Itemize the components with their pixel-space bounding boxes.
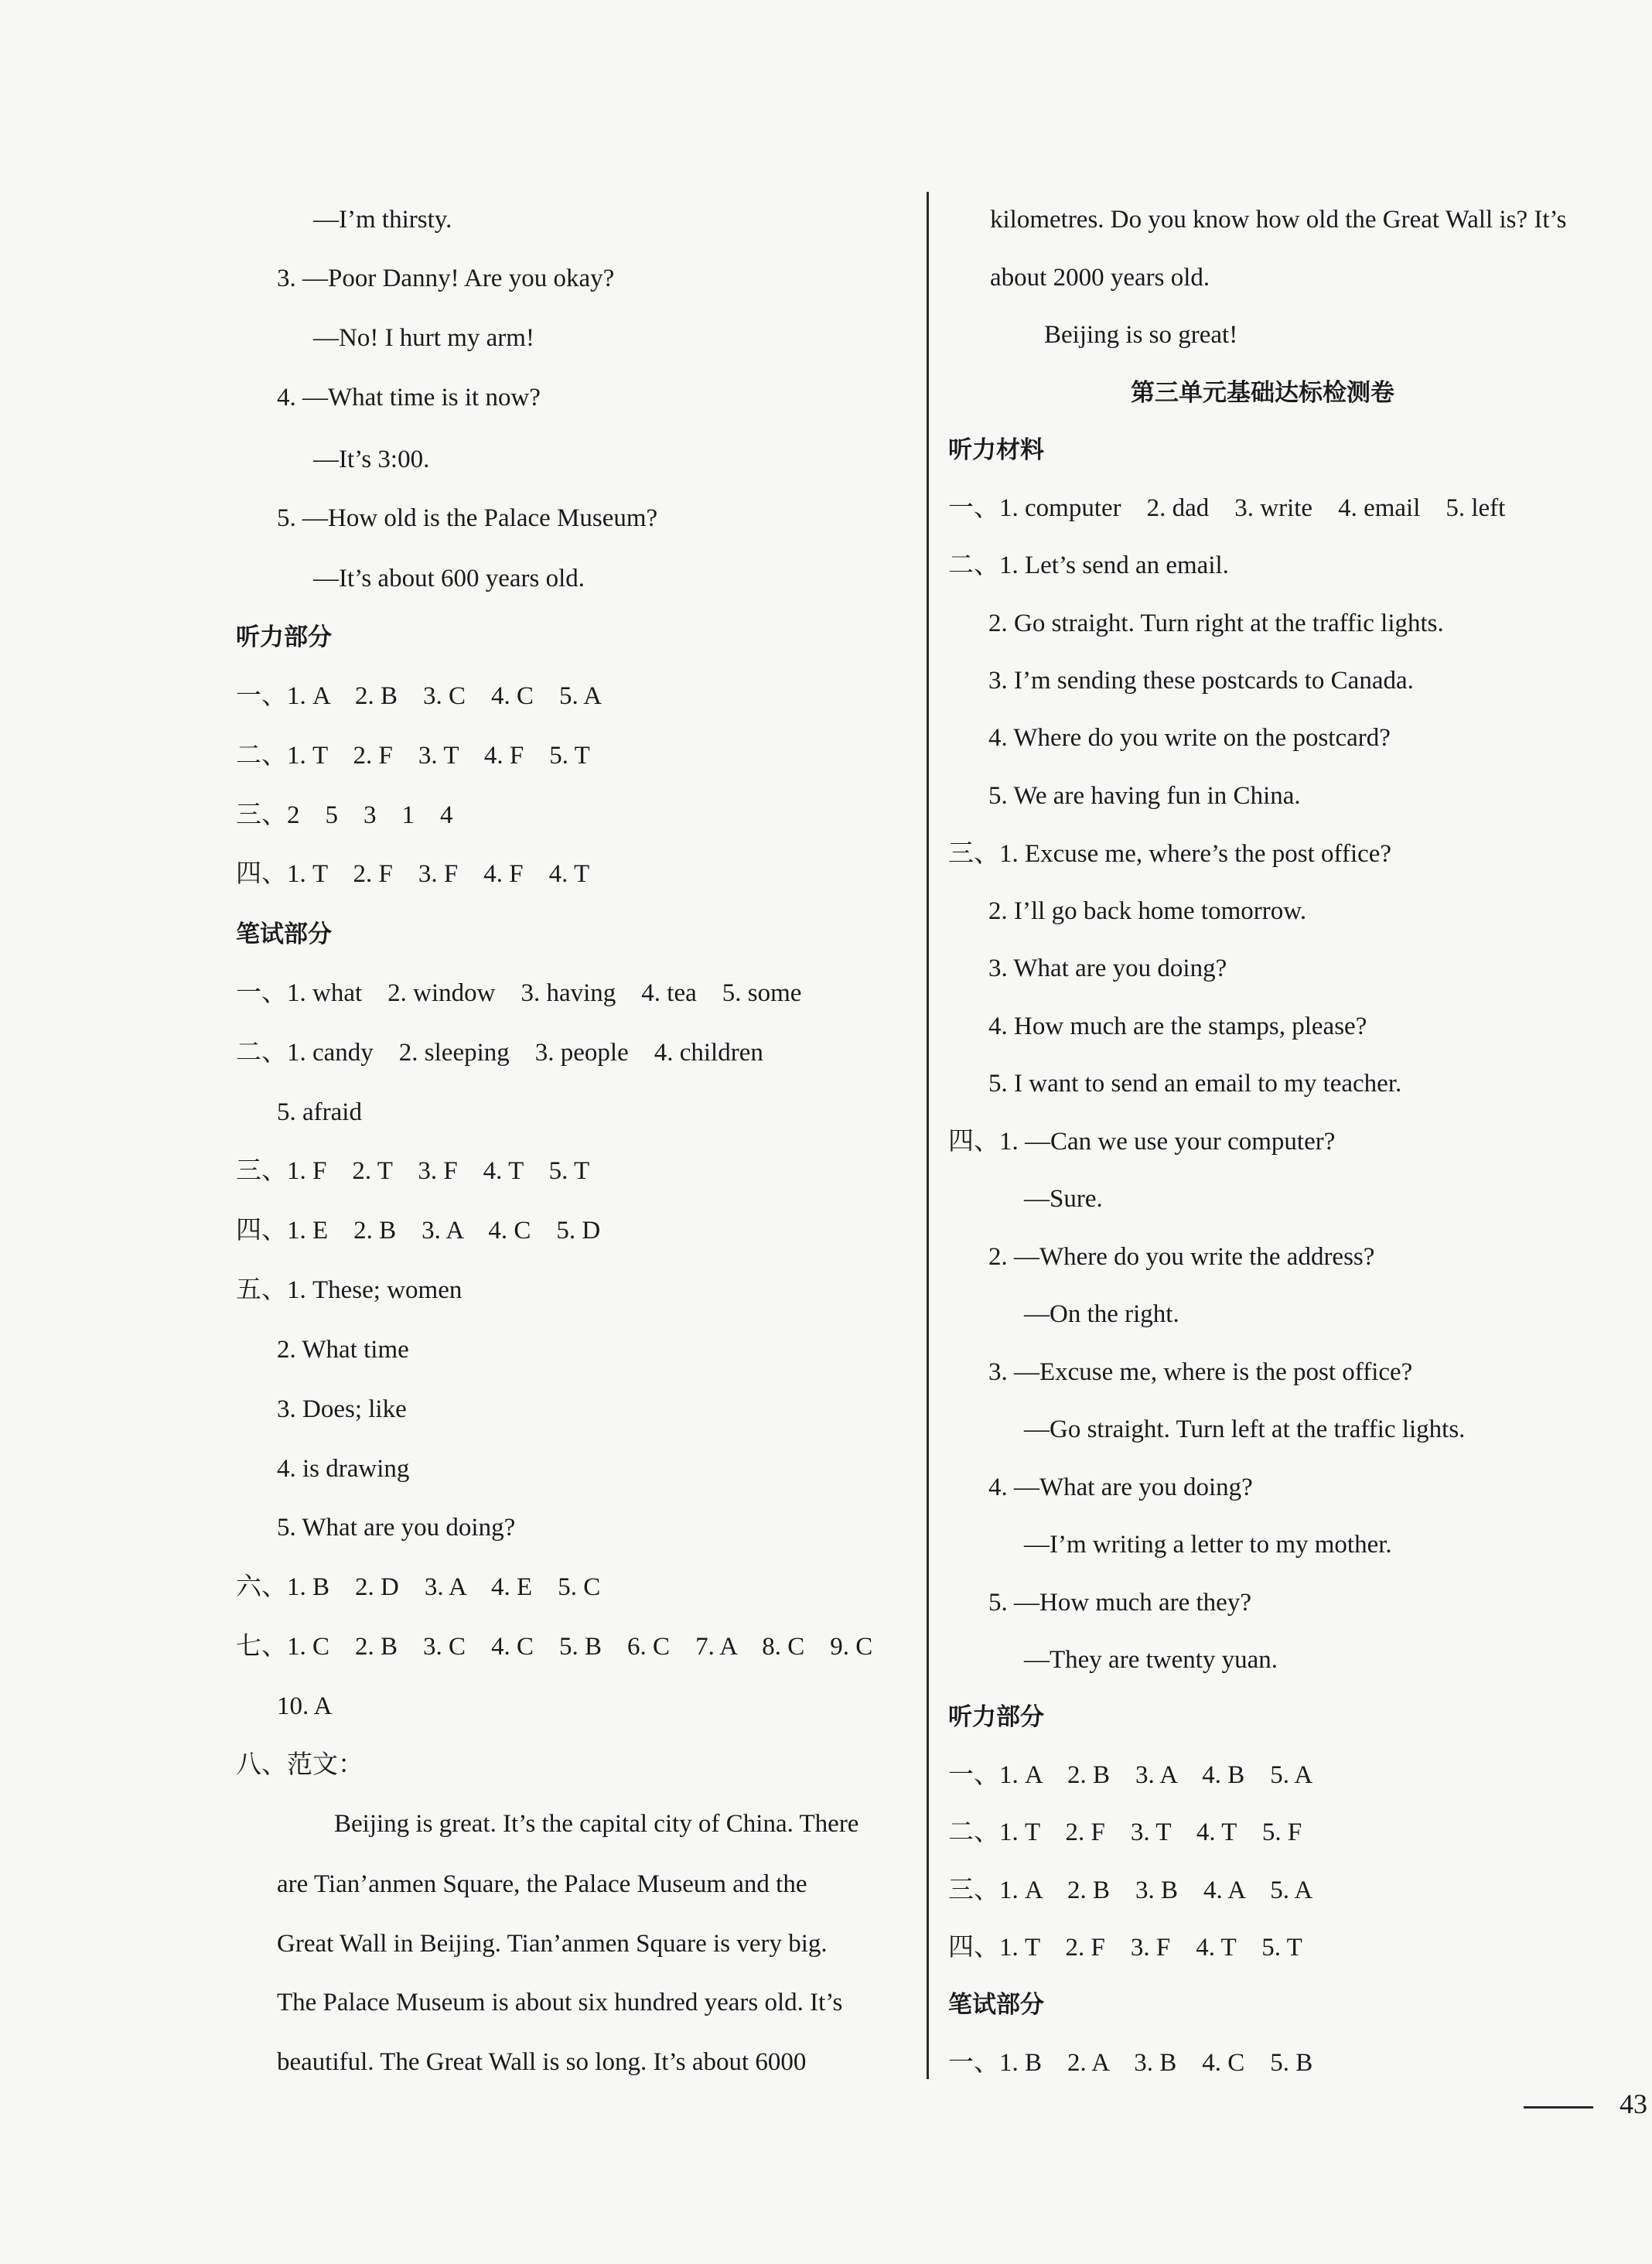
text-line: 4. —What time is it now? — [277, 384, 541, 411]
text-line: —Go straight. Turn left at the traffic lights. — [1024, 1415, 1466, 1443]
answer-line: 三、2 5 3 1 4 — [236, 801, 453, 829]
text-line: 4. —What are you doing? — [988, 1473, 1253, 1501]
text-line: 4. How much are the stamps, please? — [988, 1012, 1367, 1040]
answer-line: 一、1. A 2. B 3. C 4. C 5. A — [236, 682, 602, 710]
text-line: 二、1. Let’s send an email. — [948, 551, 1229, 579]
text-line: 2. I’ll go back home tomorrow. — [988, 897, 1307, 925]
answer-line: 三、1. F 2. T 3. F 4. T 5. T — [236, 1157, 590, 1185]
text-line: 5. We are having fun in China. — [988, 782, 1301, 810]
answer-line: 五、1. These; women — [236, 1276, 462, 1304]
text-line: —They are twenty yuan. — [1024, 1646, 1278, 1674]
answer-line: 二、1. candy 2. sleeping 3. people 4. children — [236, 1039, 763, 1067]
answer-line: 一、1. A 2. B 3. A 4. B 5. A — [948, 1761, 1313, 1789]
section-heading-writing: 笔试部分 — [236, 920, 332, 948]
text-line: —No! I hurt my arm! — [313, 324, 534, 352]
unit-title: 第三单元基础达标检测卷 — [1131, 379, 1394, 407]
text-line: 四、1. —Can we use your computer? — [948, 1128, 1336, 1156]
text-line: 3. —Excuse me, where is the post office? — [988, 1358, 1413, 1386]
answer-line: 七、1. C 2. B 3. C 4. C 5. B 6. C 7. A 8. C 9. C — [236, 1633, 873, 1661]
text-line: Beijing is so great! — [1044, 321, 1238, 349]
answer-line: 4. is drawing — [277, 1455, 410, 1483]
section-heading-listening-material: 听力材料 — [948, 436, 1044, 464]
answer-line: 二、1. T 2. F 3. T 4. F 5. T — [236, 742, 590, 770]
text-line: —On the right. — [1024, 1300, 1179, 1328]
text-line: —Sure. — [1024, 1185, 1103, 1213]
page-number-dash — [1524, 2106, 1593, 2109]
answer-line: 一、1. what 2. window 3. having 4. tea 5. some — [236, 979, 802, 1007]
section-heading-listening: 听力部分 — [236, 623, 332, 651]
text-line: —It’s about 600 years old. — [313, 565, 585, 592]
text-line: about 2000 years old. — [990, 264, 1210, 292]
essay-line: are Tian’anmen Square, the Palace Museum and the — [277, 1870, 807, 1898]
essay-line: Great Wall in Beijing. Tian’anmen Square is very big. — [277, 1930, 828, 1958]
answer-line: 四、1. E 2. B 3. A 4. C 5. D — [236, 1217, 601, 1245]
answer-line: 5. afraid — [277, 1098, 362, 1126]
section-heading-writing: 笔试部分 — [948, 1991, 1044, 2019]
answer-line: 八、范文： — [236, 1751, 364, 1779]
answer-line: 5. What are you doing? — [277, 1514, 516, 1542]
answer-line: 3. Does; like — [277, 1395, 407, 1423]
text-line: 3. —Poor Danny! Are you okay? — [277, 265, 615, 292]
text-line: 2. Go straight. Turn right at the traffic lights. — [988, 610, 1444, 637]
text-line: 3. What are you doing? — [988, 954, 1227, 982]
answer-line: 四、1. T 2. F 3. F 4. F 4. T — [236, 860, 590, 888]
text-line: kilometres. Do you know how old the Great Wall is? It’s — [990, 206, 1567, 234]
page-number: 43 — [1620, 2088, 1647, 2119]
essay-line: beautiful. The Great Wall is so long. It’s about 6000 — [277, 2048, 807, 2076]
answer-line: 四、1. T 2. F 3. F 4. T 5. T — [948, 1934, 1302, 1962]
text-line: 5. —How old is the Palace Museum? — [277, 504, 658, 532]
answer-line: 10. A — [277, 1692, 333, 1720]
text-line: 一、1. computer 2. dad 3. write 4. email 5. left — [948, 494, 1506, 522]
answer-line: 二、1. T 2. F 3. T 4. T 5. F — [948, 1818, 1302, 1846]
text-line: 2. —Where do you write the address? — [988, 1243, 1375, 1271]
answer-line: 一、1. B 2. A 3. B 4. C 5. B — [948, 2049, 1313, 2077]
section-heading-listening: 听力部分 — [948, 1703, 1044, 1731]
text-line: 3. I’m sending these postcards to Canada. — [988, 667, 1414, 695]
text-line: —It’s 3:00. — [313, 446, 430, 473]
text-line: —I’m thirsty. — [313, 206, 452, 234]
text-line: —I’m writing a letter to my mother. — [1024, 1531, 1392, 1559]
essay-line: Beijing is great. It’s the capital city of China. There — [334, 1810, 859, 1838]
answer-line: 六、1. B 2. D 3. A 4. E 5. C — [236, 1573, 601, 1601]
column-divider — [927, 192, 929, 2079]
answer-line: 三、1. A 2. B 3. B 4. A 5. A — [948, 1876, 1313, 1904]
text-line: 5. I want to send an email to my teacher. — [988, 1070, 1402, 1098]
essay-line: The Palace Museum is about six hundred years old. It’s — [277, 1989, 843, 2016]
text-line: 三、1. Excuse me, where’s the post office? — [948, 840, 1392, 868]
text-line: 5. —How much are they? — [988, 1589, 1251, 1617]
text-line: 4. Where do you write on the postcard? — [988, 724, 1391, 752]
answer-line: 2. What time — [277, 1336, 409, 1364]
